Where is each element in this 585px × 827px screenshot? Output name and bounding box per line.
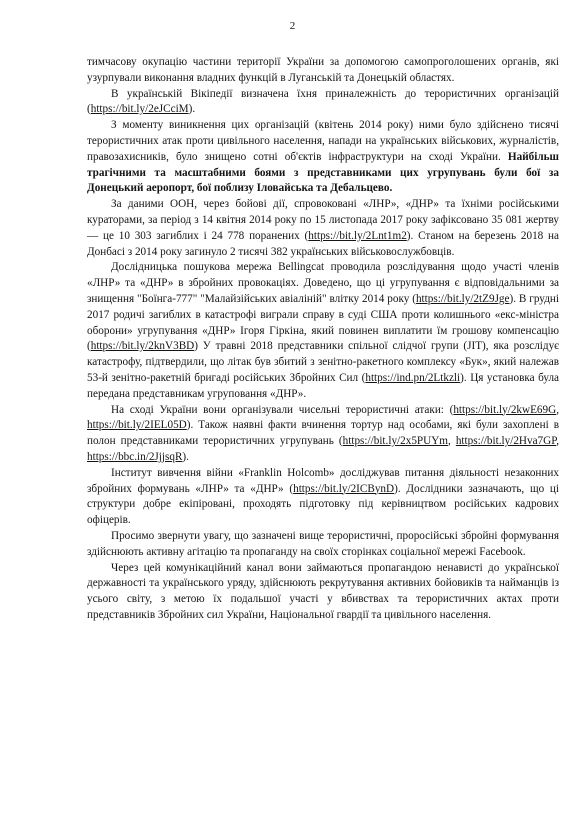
source-link[interactable]: https://bit.ly/2ICBynD [293,482,395,495]
emphasized-sentence: Найбільш трагічними та масштабними боями з представниками цих угрупувань були бої за Донецький аеропорт, бої поблизу Іловайська та Дебальцево. [87,150,559,195]
source-link[interactable]: https://bit.ly/2x5PUYm [342,435,449,448]
paragraph-5: Дослідницька пошукова мережа Bellingcat проводила розслідування щодо участі членів «ЛНР» та «ДНР» в збройних провокаціях. Доведено, що ці угрупування є відповідальними за знищення "Боїнга-777" "Малайзійських авіаліній" влітку 2014 року (https://bit.ly/2tZ9Jge). В грудні 2017 родичі загиблих в катастрофі виграли справу в суді США проти колишнього «екс-міністра оборони» угрупування «ДНР» Ігоря Гіркіна, який повинен виплатити їм грошову компенсацію (https://bit.ly/2knV3BD) У травні 2018 представники спільної слідчої групи (JIT), яка розслідує катастрофу, підтвердили, що літак був збитий з зенітно-ракетного комплексу «Бук», який належав 53-й зенітно-ракетній бригаді російських Збройних Сил (https://ind.pn/2Ltkzli). Ця установка була передана представникам угруповання «ДНР». [87,261,560,400]
paragraph-3: З моменту виникнення цих організацій (квітень 2014 року) ними було здійснено тисячі терористичних атак проти цивільного населення, напади на українських військових, журналістів, правозахисників, було знищено сотні об'єктів інфраструктури на сході України. Найбільш трагічними та масштабними боями з представниками цих угрупувань були бої за Донецький аеропорт, бої поблизу Іловайська та Дебальцево. [87,119,559,195]
source-link[interactable]: https://bbc.in/2JjjsqR [87,450,183,463]
paragraph-4: За даними ООН, через бойові дії, спровоковані «ЛНР», «ДНР» та їхніми російськими кураторами, за період з 14 квітня 2014 року по 15 листопада 2017 року зафіксовано 35 081 жертву — це 10 303 загиблих і 24 778 поранених (https://bit.ly/2Lnt1m2). Станом на березень 2018 на Донбасі з 2014 року загинуло 2 тисячі 382 українських військовослужбовців. [87,198,559,258]
source-link[interactable]: https://bit.ly/2kwE69G [453,403,557,416]
source-link[interactable]: https://bit.ly/2knV3BD [90,340,195,353]
source-link[interactable]: https://bit.ly/2IEL05D [87,419,187,432]
paragraph-1: тимчасову окупацію частини території України за допомогою самопроголошених органів, які узурпували виконання владних функцій в Луганській та Донецькій областях. [87,56,559,84]
paragraph-8: Просимо звернути увагу, що зазначені вище терористичні, проросійські збройні формування здійснюють активну агітацію та пропаганду на своїх сторінках соціальної мережі Facebook. [87,529,559,558]
source-link[interactable]: https://ind.pn/2Ltkzli [365,371,461,384]
page-number: 2 [289,20,296,32]
paragraph-7: Інститут вивчення війни «Franklin Holcomb» досліджував питання діяльності незаконних збройних формувань «ЛНР» та «ДНР» (https://bit.ly/2ICBynD). Дослідники зазначають, що ці структури добре екіпіровані, проходять підготовку під керівництвом російських кадрових офіцерів. [87,466,559,527]
source-link[interactable]: https://bit.ly/2Lnt1m2 [308,229,407,242]
document-body [87,55,559,624]
paragraph-6: На сході України вони організували чисельні терористичні атаки: (https://bit.ly/2kwE69G, https://bit.ly/2IEL05D). Також наявні факти вчинення тортур над особами, які були захоплені в полон представниками терористичних угрупувань (https://bit.ly/2x5PUYm, https://bit.ly/2Hva7GP, https://bbc.in/2JjjsqR). [87,403,560,463]
source-link[interactable]: https://bit.ly/2tZ9Jge [415,292,510,305]
paragraph-2: В українській Вікіпедії визначена їхня приналежність до терористичних організацій (https://bit.ly/2eJCciM). [87,87,559,116]
source-link[interactable]: https://bit.ly/2eJCciM [90,103,189,116]
source-link[interactable]: https://bit.ly/2Hva7GP [455,435,557,448]
paragraph-9: Через цей комунікаційний канал вони займаються пропагандою ненависті до української державності та українського уряду, здійснюють рекрутування активних бойовиків та найманців із усього світу, з метою їх подальшої участі у вбивствах та терористичних актах проти представників Збройних сил України, Національної гвардії та цивільного населення. [87,561,559,621]
